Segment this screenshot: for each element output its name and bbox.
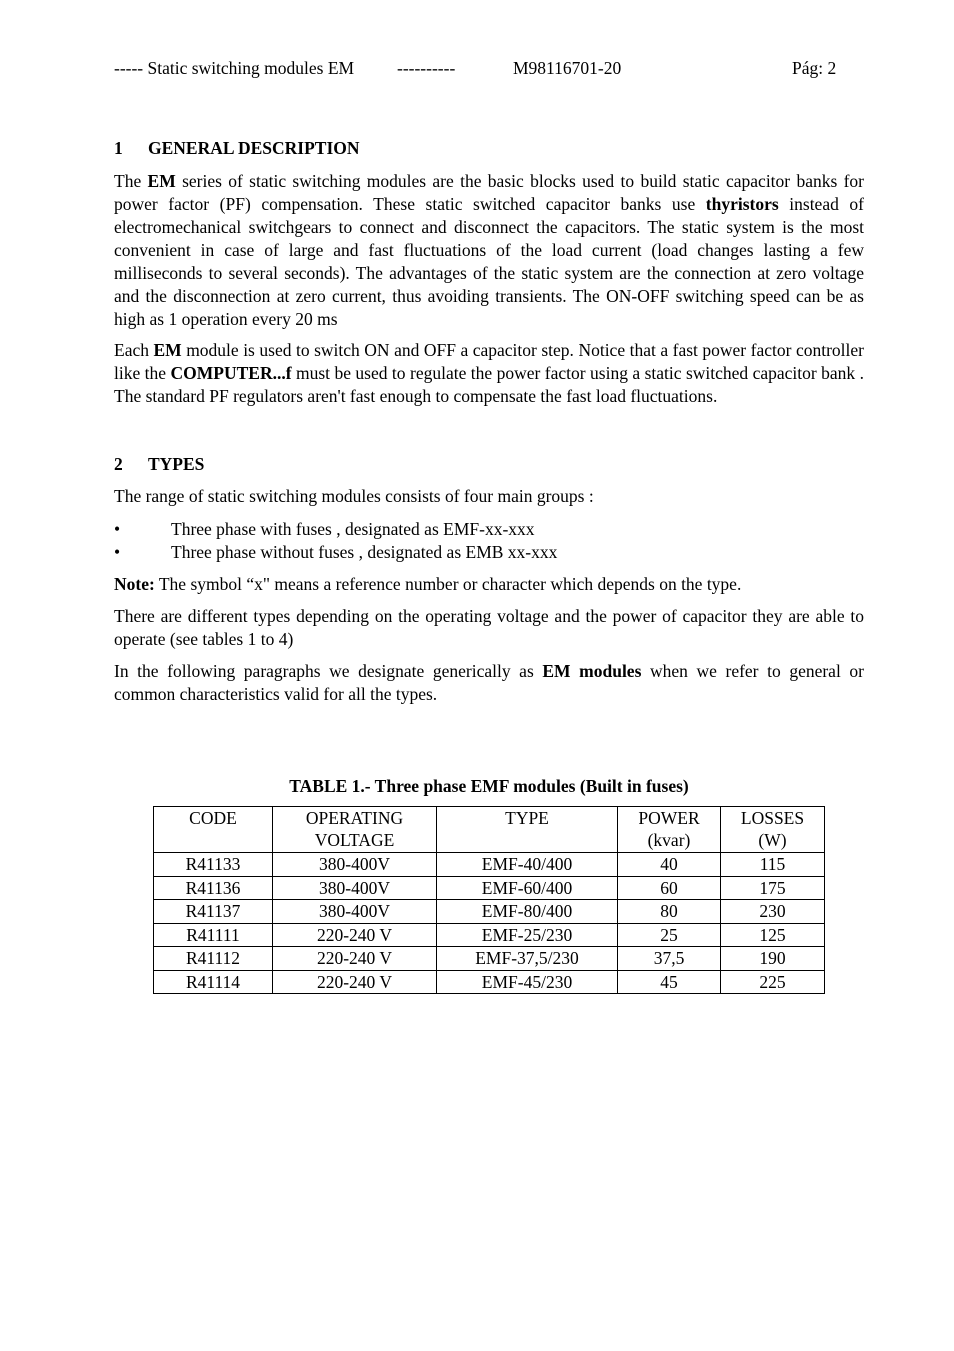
cell-losses: 230 <box>721 900 825 924</box>
header-title: ----- Static switching modules EM <box>114 58 355 78</box>
bold-term-em-modules: EM modules <box>542 661 642 681</box>
header-line: (W) <box>758 830 787 850</box>
cell-power: 37,5 <box>618 947 721 971</box>
cell-losses: 175 <box>721 876 825 900</box>
table-row <box>154 923 825 947</box>
cell-voltage: 220-240 V <box>273 923 437 947</box>
bullet-icon: • <box>114 519 121 539</box>
header-dashes: ---------- <box>397 58 456 78</box>
header-line: VOLTAGE <box>314 830 395 850</box>
section-2-number: 2 <box>114 454 123 474</box>
header-line: OPERATING <box>305 808 404 828</box>
cell-power: 25 <box>618 923 721 947</box>
types-note <box>114 573 864 596</box>
cell-power: 60 <box>618 876 721 900</box>
cell-losses: 190 <box>721 947 825 971</box>
cell-losses: 225 <box>721 970 825 994</box>
cell-type: EMF-60/400 <box>437 876 618 900</box>
cell-code: R41111 <box>154 923 273 947</box>
header-line: POWER <box>638 808 700 828</box>
section-2-title: TYPES <box>148 454 205 474</box>
text-run: when we refer to general or common characteristics valid for all the types. <box>114 661 864 704</box>
section-1-title: GENERAL DESCRIPTION <box>148 138 360 158</box>
table-row <box>154 876 825 900</box>
cell-voltage: 220-240 V <box>273 970 437 994</box>
cell-type: EMF-40/400 <box>437 853 618 877</box>
note-text: The symbol “x" means a reference number or character which depends on the type. <box>154 574 742 594</box>
cell-power: 80 <box>618 900 721 924</box>
cell-type: EMF-45/230 <box>437 970 618 994</box>
col-header-losses <box>721 807 825 853</box>
list-item <box>114 518 854 541</box>
cell-power: 45 <box>618 970 721 994</box>
cell-type: EMF-25/230 <box>437 923 618 947</box>
cell-voltage: 380-400V <box>273 876 437 900</box>
cell-voltage: 380-400V <box>273 853 437 877</box>
section-1-heading <box>114 137 360 160</box>
note-label: Note: <box>114 574 155 594</box>
bold-term-computer-f: COMPUTER...f <box>170 363 292 383</box>
col-header-operating-voltage <box>273 807 437 853</box>
header-doc-code: M98116701-20 <box>513 58 622 78</box>
cell-losses: 115 <box>721 853 825 877</box>
header-line: CODE <box>189 808 237 828</box>
types-paragraph: There are different types depending on the operating voltage and the power of capacitor they are able to operate (see tables 1 to 4) <box>114 606 864 649</box>
bold-term-em: EM <box>153 340 182 360</box>
text-run: In the following paragraphs we designate generically as <box>114 661 543 681</box>
cell-power: 40 <box>618 853 721 877</box>
bold-term-em: EM <box>147 171 176 191</box>
table-header-row <box>154 807 825 853</box>
cell-code: R41133 <box>154 853 273 877</box>
types-bullet-list <box>114 518 854 564</box>
cell-voltage: 220-240 V <box>273 947 437 971</box>
table-row <box>154 970 825 994</box>
cell-losses: 125 <box>721 923 825 947</box>
generic-designation-paragraph <box>114 660 864 706</box>
text-run: instead of electromechanical switchgears to connect and disconnect the capacitors. The static system is the most convenient in case of large and fast fluctuations of the load current (load changes lasting a few milliseconds to several seconds). The advantages of the static system are the connection at zero voltage and the disconnection at zero current, thus avoiding transients. The ON-OFF switching speed can be as high as 1 operation every 20 ms <box>114 194 864 329</box>
types-intro: The range of static switching modules consists of four main groups : <box>114 486 594 506</box>
bullet-text: Three phase with fuses , designated as EMF-xx-xxx <box>171 519 535 539</box>
cell-type: EMF-37,5/230 <box>437 947 618 971</box>
header-line: LOSSES <box>740 808 805 828</box>
text-run: series of static switching modules are the basic blocks used to build static capacitor banks for power factor (PF) compensation. These static switched capacitor banks use <box>114 171 865 214</box>
cell-voltage: 380-400V <box>273 900 437 924</box>
table-row <box>154 900 825 924</box>
table-row <box>154 853 825 877</box>
col-header-power <box>618 807 721 853</box>
section-1-number: 1 <box>114 138 123 158</box>
general-description-paragraph-1 <box>114 170 864 331</box>
header-line: (kvar) <box>647 830 691 850</box>
table-1 <box>153 806 825 994</box>
bullet-text: Three phase without fuses , designated as EMB xx-xxx <box>171 542 558 562</box>
list-item <box>114 541 854 564</box>
cell-code: R41112 <box>154 947 273 971</box>
text-run: The <box>114 171 148 191</box>
col-header-code <box>154 807 273 853</box>
table-row <box>154 947 825 971</box>
header-line: TYPE <box>505 808 549 828</box>
table-1-caption: TABLE 1.- Three phase EMF modules (Built in fuses) <box>289 776 689 796</box>
general-description-paragraph-2 <box>114 339 864 408</box>
col-header-type <box>437 807 618 853</box>
header-page-number: Pág: 2 <box>792 58 837 78</box>
bold-term-thyristors: thyristors <box>705 194 779 214</box>
cell-code: R41137 <box>154 900 273 924</box>
cell-type: EMF-80/400 <box>437 900 618 924</box>
text-run: module is used to switch ON and OFF a capacitor step. Notice that a fast power factor controller like the <box>114 340 864 383</box>
cell-code: R41114 <box>154 970 273 994</box>
text-run: must be used to regulate the power factor using a static switched capacitor bank . The standard PF regulators aren't fast enough to compensate the fast load fluctuations. <box>114 363 865 406</box>
cell-code: R41136 <box>154 876 273 900</box>
page-header <box>114 57 854 81</box>
section-2-heading <box>114 453 204 476</box>
bullet-icon: • <box>114 542 121 562</box>
text-run: Each <box>114 340 154 360</box>
